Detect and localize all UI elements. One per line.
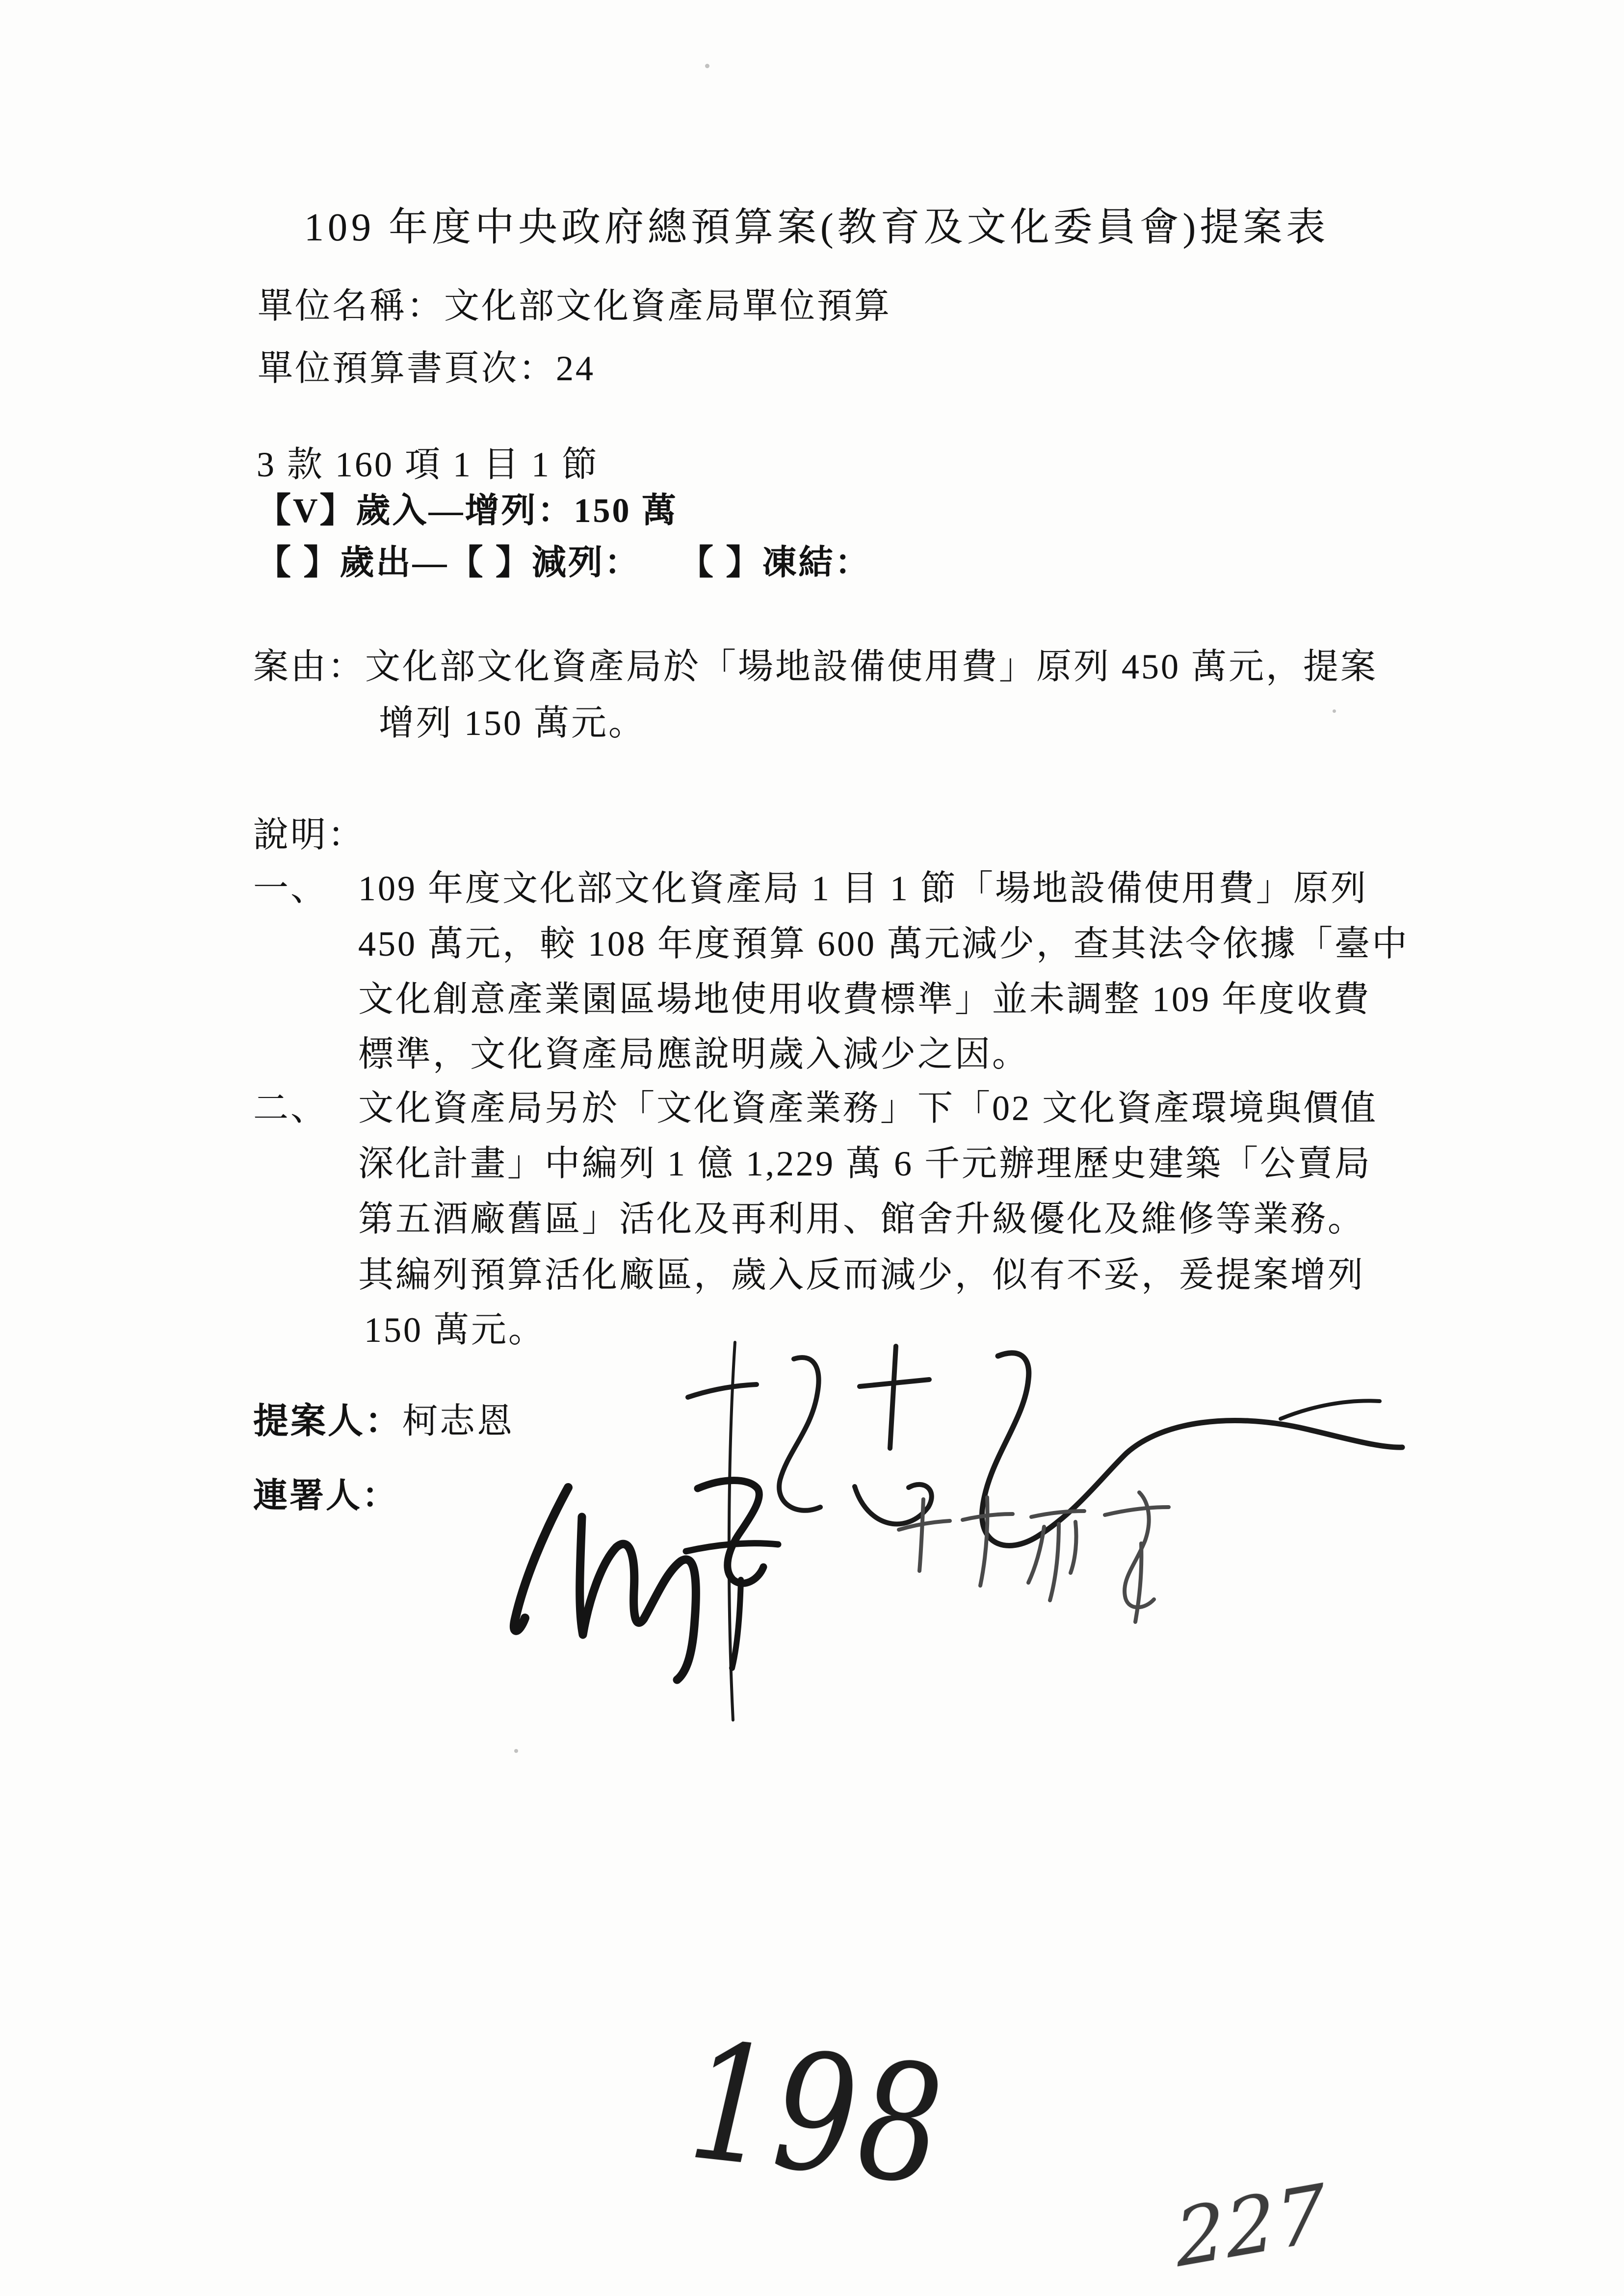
document-title: 109 年度中央政府總預算案(教育及文化委員會)提案表 bbox=[304, 206, 1330, 249]
item2-marker: 二、 bbox=[253, 1089, 328, 1128]
scan-speck bbox=[1333, 709, 1336, 713]
budget-item-line: 3 款 160 項 1 目 1 節 bbox=[257, 445, 600, 484]
signatures-handwriting bbox=[466, 1325, 1447, 1766]
cosigner-label: 連署人： bbox=[253, 1477, 398, 1515]
unit-name-line: 單位名稱：文化部文化資產局單位預算 bbox=[258, 287, 892, 326]
item2-line-4: 其編列預算活化廠區，歲入反而減少，似有不妥，爰提案增列 bbox=[358, 1255, 1365, 1295]
proposer-label: 提案人： bbox=[253, 1402, 403, 1441]
item2-line-2: 深化計畫」中編列 1 億 1,229 萬 6 千元辦理歷史建築「公賣局 bbox=[358, 1144, 1372, 1183]
case-line-1: 案由：文化部文化資產局於「場地設備使用費」原列 450 萬元，提案 bbox=[253, 647, 1378, 686]
item2-line-3: 第五酒廠舊區」活化及再利用、館舍升級優化及維修等業務。 bbox=[358, 1200, 1365, 1239]
case-line-2: 增列 150 萬元。 bbox=[379, 704, 646, 743]
handwritten-page-number: 198 bbox=[683, 2007, 950, 2222]
unit-page-line: 單位預算書頁次：24 bbox=[258, 349, 596, 388]
item1-line-4: 標準，文化資產局應說明歲入減少之因。 bbox=[358, 1035, 1030, 1074]
item1-line-1: 109 年度文化部文化資產局 1 目 1 節「場地設備使用費」原列 bbox=[358, 869, 1368, 908]
item1-line-3: 文化創意產業園區場地使用收費標準」並未調整 109 年度收費 bbox=[358, 980, 1371, 1019]
handwritten-corner-number: 227 bbox=[1173, 2166, 1330, 2285]
proposer-name: 柯志恩 bbox=[402, 1402, 515, 1441]
item1-line-2: 450 萬元，較 108 年度預算 600 萬元減少，查其法令依據「臺中 bbox=[358, 924, 1410, 964]
item2-line-1: 文化資產局另於「文化資產業務」下「02 文化資產環境與價值 bbox=[358, 1089, 1378, 1128]
explanation-label: 說明： bbox=[253, 815, 366, 855]
scan-speck bbox=[705, 64, 709, 68]
checkbox-line-revenue: 【V】歲入—增列：150 萬 bbox=[257, 492, 679, 530]
scan-speck bbox=[514, 1749, 518, 1753]
checkbox-line-expense: 【 】歲出—【 】減列： 【 】凍結： bbox=[257, 544, 871, 582]
item1-marker: 一、 bbox=[253, 869, 328, 908]
signature-cosigner-1 bbox=[514, 1481, 778, 1680]
item2-line-5: 150 萬元。 bbox=[364, 1310, 546, 1350]
signature-cosigner-2 bbox=[899, 1492, 1169, 1622]
